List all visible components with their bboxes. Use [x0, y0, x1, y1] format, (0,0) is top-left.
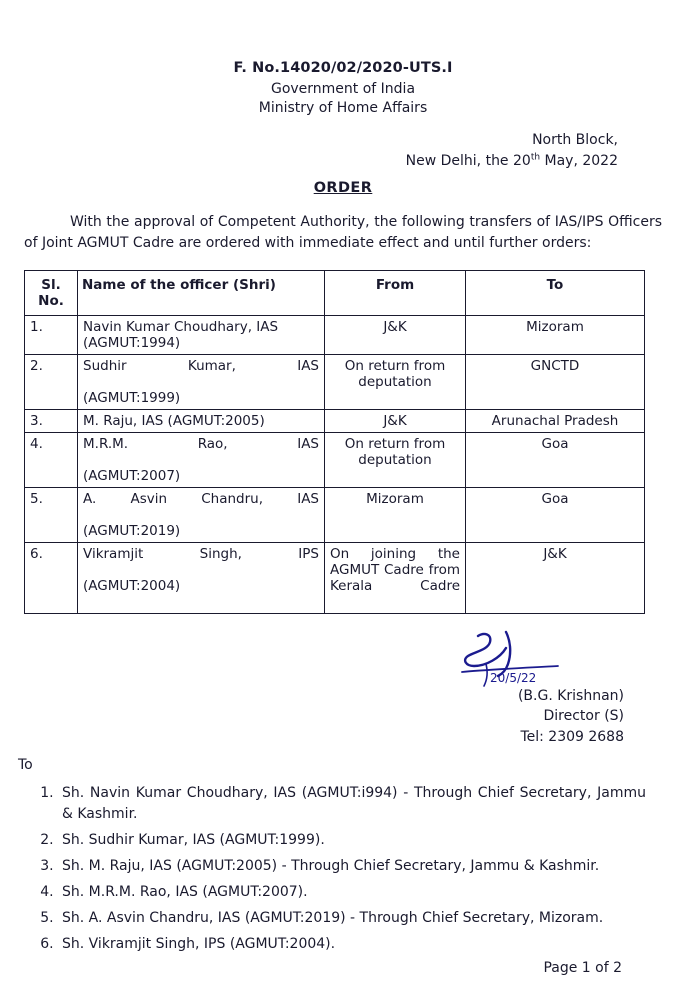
column-header-name: Name of the officer (Shri) — [78, 271, 325, 316]
cell-to: Goa — [466, 488, 645, 543]
date-superscript: th — [530, 152, 541, 163]
date-line — [0, 151, 618, 172]
cell-to: Arunachal Pradesh — [466, 410, 645, 433]
document-header — [0, 60, 686, 116]
document-reference-number: F. No.14020/02/2020-UTS.I — [233, 60, 453, 76]
cell-sl-no: 2. — [25, 355, 78, 410]
table-row — [25, 316, 645, 355]
cell-from: On return from deputation — [325, 433, 466, 488]
cell-from: Mizoram — [325, 488, 466, 543]
cell-officer-name — [78, 316, 325, 355]
government-line: Government of India — [270, 81, 416, 97]
cell-to: J&K — [466, 543, 645, 614]
column-header-from: From — [325, 271, 466, 316]
cell-sl-no: 1. — [25, 316, 78, 355]
cell-sl-no: 5. — [25, 488, 78, 543]
list-item: 5. Sh. A. Asvin Chandru, IAS (AGMUT:2019) - Through Chief Secretary, Mizoram. — [58, 908, 646, 929]
cell-officer-name — [78, 355, 325, 410]
cell-sl-no: 4. — [25, 433, 78, 488]
officer-cadre-year: (AGMUT:2007) — [83, 468, 181, 484]
ministry-line: Ministry of Home Affairs — [258, 100, 428, 116]
column-header-sl-no — [25, 271, 78, 316]
officer-name-main: Vikramjit Singh, IPS — [83, 546, 319, 562]
officer-name-main: Sudhir Kumar, IAS — [83, 358, 319, 374]
cell-from: J&K — [325, 410, 466, 433]
list-item: 4. Sh. M.R.M. Rao, IAS (AGMUT:2007). — [58, 882, 646, 903]
page-number-footer: Page 1 of 2 — [543, 960, 622, 976]
date-prefix: New Delhi, the 20 — [405, 153, 531, 169]
table-row — [25, 433, 645, 488]
sl-no-line2: No. — [38, 293, 64, 309]
cell-officer-name — [78, 543, 325, 614]
table-row — [25, 410, 645, 433]
signature-block — [0, 630, 686, 747]
place-line: North Block, — [532, 132, 618, 148]
list-item: 3. Sh. M. Raju, IAS (AGMUT:2005) - Through Chief Secretary, Jammu & Kashmir. — [58, 856, 646, 877]
cell-from: J&K — [325, 316, 466, 355]
cell-officer-name — [78, 433, 325, 488]
cell-from: On joining the AGMUT Cadre from Kerala Cadre — [325, 543, 466, 614]
table-header — [25, 271, 645, 316]
table-row — [25, 488, 645, 543]
table-body — [25, 316, 645, 614]
signature-date-text: 20/5/22 — [490, 671, 537, 685]
list-item: 1. Sh. Navin Kumar Choudhary, IAS (AGMUT:i994) - Through Chief Secretary, Jammu & Kashmir. — [58, 783, 646, 825]
officer-cadre-year: (AGMUT:2019) — [83, 523, 181, 539]
cell-to: GNCTD — [466, 355, 645, 410]
officer-cadre-year: (AGMUT:1994) — [83, 335, 181, 351]
officer-name-main: M.R.M. Rao, IAS — [83, 436, 319, 452]
list-item: 6. Sh. Vikramjit Singh, IPS (AGMUT:2004). — [58, 934, 646, 955]
cell-to: Mizoram — [466, 316, 645, 355]
cell-sl-no: 6. — [25, 543, 78, 614]
sl-no-line1: Sl. — [41, 277, 61, 293]
place-date-block — [0, 130, 686, 172]
cell-from: On return from deputation — [325, 355, 466, 410]
cell-officer-name — [78, 488, 325, 543]
column-header-to: To — [466, 271, 645, 316]
transfers-table — [24, 270, 645, 614]
officer-name-main: A. Asvin Chandru, IAS — [83, 491, 319, 507]
date-suffix: May, 2022 — [540, 153, 618, 169]
recipients-list — [40, 783, 646, 955]
officer-cadre-year: (AGMUT:1999) — [83, 390, 181, 406]
signature-icon — [434, 630, 584, 692]
list-item: 2. Sh. Sudhir Kumar, IAS (AGMUT:1999). — [58, 830, 646, 851]
signatory-telephone: Tel: 2309 2688 — [520, 728, 624, 745]
officer-name-main: M. Raju, IAS (AGMUT:2005) — [83, 413, 265, 429]
intro-paragraph — [24, 212, 662, 254]
intro-text: With the approval of Competent Authority, the following transfers of IAS/IPS Officers of Joint AGMUT Cadre are ordered with immediate effect and until further orders: — [24, 214, 662, 251]
officer-cadre-year: (AGMUT:2004) — [83, 578, 181, 594]
signatory-designation: Director (S) — [543, 708, 624, 725]
cell-officer-name — [78, 410, 325, 433]
officer-name-main: Navin Kumar Choudhary, IAS — [83, 319, 279, 335]
signatory-name: (B.G. Krishnan) — [517, 688, 624, 704]
handwritten-signature — [0, 630, 624, 690]
table-row — [25, 543, 645, 614]
table-row — [25, 355, 645, 410]
cell-to: Goa — [466, 433, 645, 488]
cell-sl-no: 3. — [25, 410, 78, 433]
document-page — [0, 60, 686, 1002]
to-label: To — [18, 756, 33, 773]
table-header-row — [25, 271, 645, 316]
order-title: ORDER — [313, 180, 373, 196]
